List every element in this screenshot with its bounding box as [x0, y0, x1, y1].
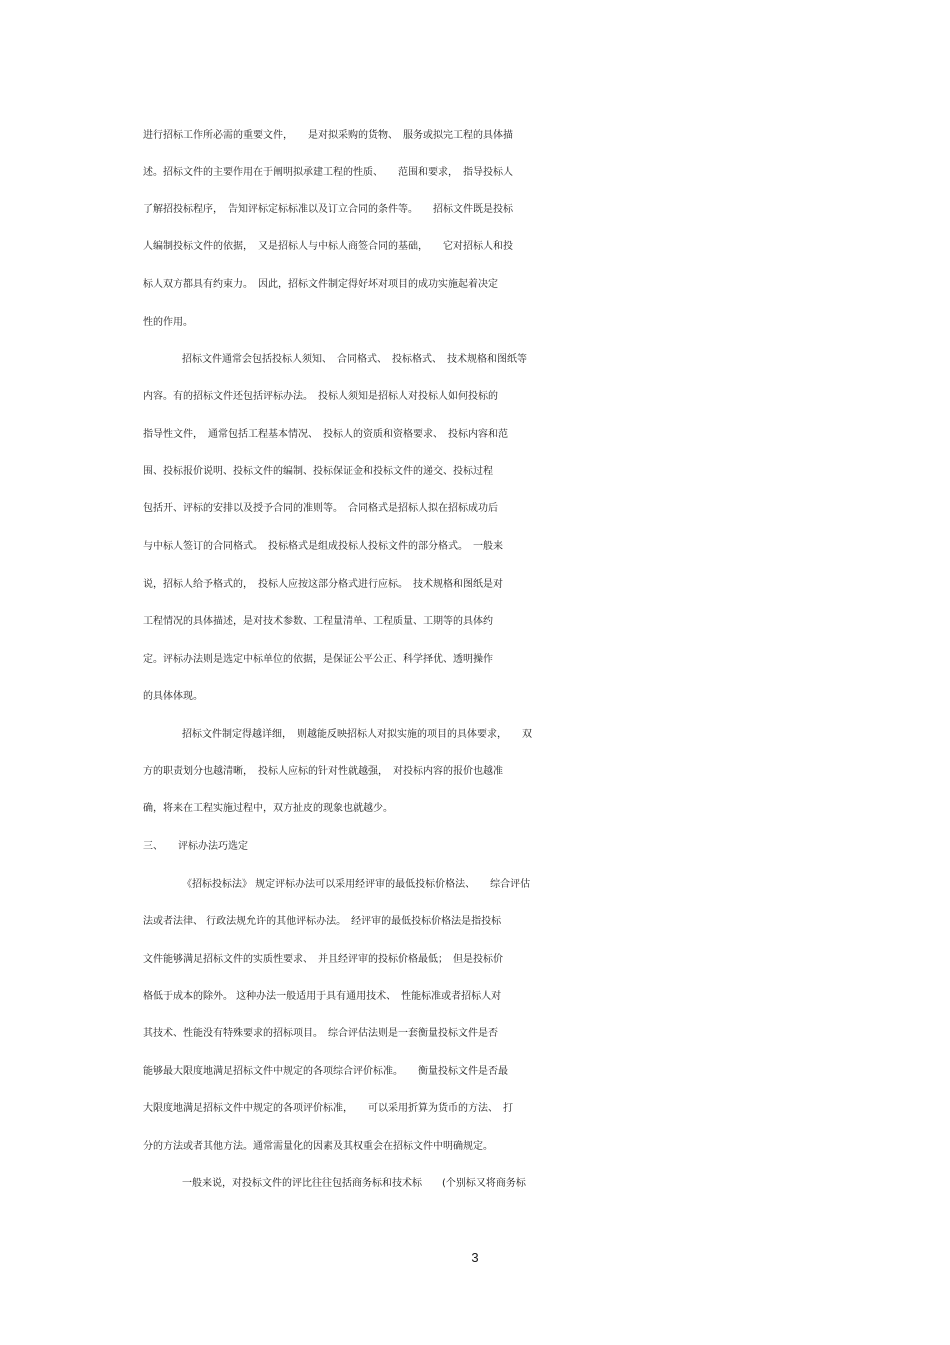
text-line: 方的职责划分也越清晰， 投标人应标的针对性就越强， 对投标内容的报价也越准	[143, 766, 503, 777]
text-line: 指导性文件， 通常包括工程基本情况、 投标人的资质和资格要求、 投标内容和范	[143, 429, 508, 440]
text-line: 大限度地满足招标文件中规定的各项评价标准， 可以采用折算为货币的方法、 打	[143, 1103, 513, 1114]
text-line: 进行招标工作所必需的重要文件， 是对拟采购的货物、 服务或拟完工程的具体描	[143, 130, 513, 141]
text-line: 内容。有的招标文件还包括评标办法。 投标人须知是招标人对投标人如何投标的	[143, 391, 498, 402]
text-line: 一般来说，对投标文件的评比往往包括商务标和技术标 (个别标又将商务标	[182, 1178, 526, 1189]
page-number: 3	[471, 1250, 479, 1265]
text-line: 其技术、性能没有特殊要求的招标项目。 综合评估法则是一套衡量投标文件是否	[143, 1028, 498, 1039]
text-line: 包括开、评标的安排以及授予合同的准则等。 合同格式是招标人拟在招标成功后	[143, 503, 498, 514]
text-line: 招标文件制定得越详细， 则越能反映招标人对拟实施的项目的具体要求， 双	[182, 729, 532, 740]
text-line: 格低于成本的除外。 这种办法一般适用于具有通用技术、 性能标准或者招标人对	[143, 991, 502, 1002]
text-line: 了解招投标程序， 告知评标定标标准以及订立合同的条件等。 招标文件既是投标	[143, 204, 513, 215]
section-heading: 三、 评标办法巧选定	[143, 841, 248, 852]
text-line: 说，招标人给予格式的， 投标人应按这部分格式进行应标。 技术规格和图纸是对	[143, 579, 503, 590]
text-line: 述。招标文件的主要作用在于阐明拟承建工程的性质、 范围和要求， 指导投标人	[143, 167, 513, 178]
text-line: 的具体体现。	[143, 691, 203, 702]
text-line: 与中标人签订的合同格式。 投标格式是组成投标人投标文件的部分格式。 一般来	[143, 541, 503, 552]
text-line: 确，将来在工程实施过程中，双方扯皮的现象也就越少。	[143, 803, 393, 814]
text-line: 性的作用。	[143, 317, 193, 328]
text-line: 人编制投标文件的依据， 又是招标人与中标人商签合同的基础， 它对招标人和投	[143, 241, 513, 252]
text-line: 法或者法律、 行政法规允许的其他评标办法。 经评审的最低投标价格法是指投标	[143, 916, 502, 927]
text-line: 招标文件通常会包括投标人须知、 合同格式、 投标格式、 技术规格和图纸等	[182, 354, 527, 365]
text-line: 标人双方都具有约束力。 因此，招标文件制定得好坏对项目的成功实施起着决定	[143, 279, 498, 290]
text-line: 围、投标报价说明、投标文件的编制、投标保证金和投标文件的递交、投标过程	[143, 466, 493, 477]
text-line: 《招标投标法》 规定评标办法可以采用经评审的最低投标价格法、 综合评估	[182, 879, 531, 890]
text-line: 能够最大限度地满足招标文件中规定的各项综合评价标准。 衡量投标文件是否最	[143, 1066, 508, 1077]
text-line: 定。评标办法则是选定中标单位的依据，是保证公平公正、科学择优、透明操作	[143, 654, 493, 665]
text-line: 文件能够满足招标文件的实质性要求、 并且经评审的投标价格最低； 但是投标价	[143, 954, 503, 965]
text-line: 工程情况的具体描述，是对技术参数、工程量清单、工程质量、工期等的具体约	[143, 616, 493, 627]
text-line: 分的方法或者其他方法。通常需量化的因素及其权重会在招标文件中明确规定。	[143, 1141, 493, 1152]
